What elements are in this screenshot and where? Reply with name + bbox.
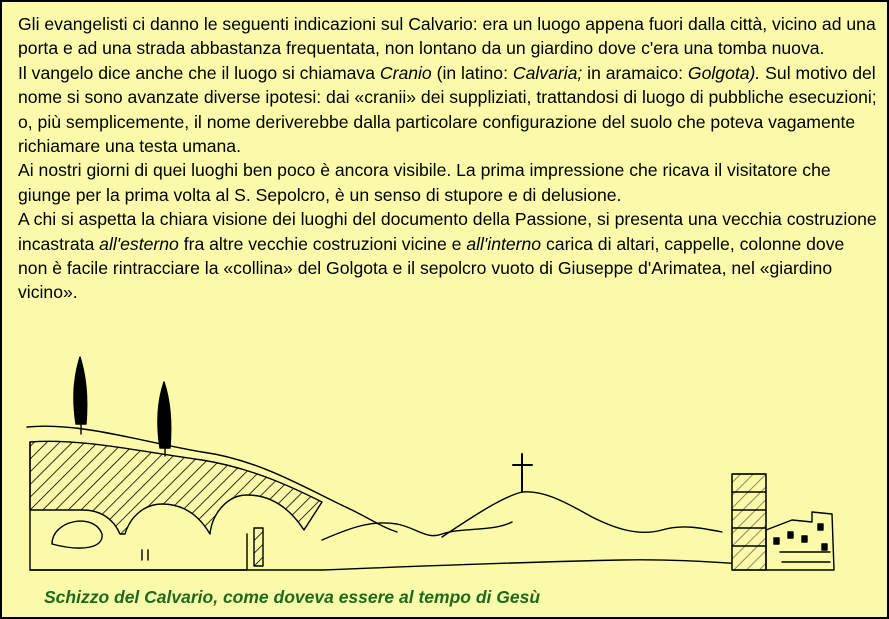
text-run: in aramaico:	[582, 62, 688, 83]
calvary-sketch	[22, 352, 852, 577]
text-run: carica di altari, cappelle, colonne dove non è facile rintracciare la «collina» del Golgota e il sepolcro vuoto di Giuseppe d'Arimatea, nel «giardino vicino».	[18, 233, 845, 303]
text-run: A chi si aspetta la chiara visione dei luoghi del documento della Passione, si presenta una vecchia costruzione incastrata	[18, 209, 877, 254]
paragraph-3: Ai nostri giorni di quei luoghi ben poco è ancora visibile. La prima impressione che ricava il visitatore che giunge per la prima volta al S. Sepolcro, è un senso di stupore e di delusione.	[18, 160, 831, 205]
italic-term: all'esterno	[99, 233, 179, 254]
sketch-caption: Schizzo del Calvario, come doveva essere al tempo di Gesù	[44, 587, 541, 607]
golgotha-hill	[442, 492, 722, 537]
paragraph-4	[18, 207, 878, 305]
tomb-niche	[52, 521, 102, 548]
document-body	[18, 12, 878, 305]
text-run: (in latino:	[431, 62, 513, 83]
cypress-tree-left	[74, 357, 87, 434]
text-run: Sul motivo del nome si sono avanzate diverse ipotesi: dai «cranii» dei suppliziati, trattandosi di luogo di pubbliche esecuzioni; o, più semplicemente, il nome deriverebbe dalla particolare configurazione del suolo che poteva vagamente richiamare una testa umana.	[18, 62, 877, 157]
italic-term: Golgota).	[687, 62, 761, 83]
text-run: fra altre vecchie costruzioni vicine e	[178, 233, 467, 254]
city-houses	[766, 512, 834, 570]
stone-pillar	[254, 528, 263, 566]
cross-icon	[513, 454, 532, 492]
hatched-rock	[30, 441, 322, 534]
italic-term: all'interno	[466, 233, 542, 254]
text-run: Il vangelo dice anche che il luogo si chiamava	[18, 62, 380, 83]
distant-hills	[322, 522, 512, 540]
ground-line	[322, 560, 742, 570]
paragraph-2	[18, 61, 878, 159]
italic-term: Cranio	[379, 62, 432, 83]
italic-term: Calvaria;	[512, 62, 583, 83]
paragraph-1: Gli evangelisti ci danno le seguenti indicazioni sul Calvario: era un luogo appena fuori dalla città, vicino ad una porta e ad una strada abbastanza frequentata, non lontano da un giardino dove c'era una tomba nuova.	[18, 14, 876, 59]
city-tower	[732, 474, 766, 570]
